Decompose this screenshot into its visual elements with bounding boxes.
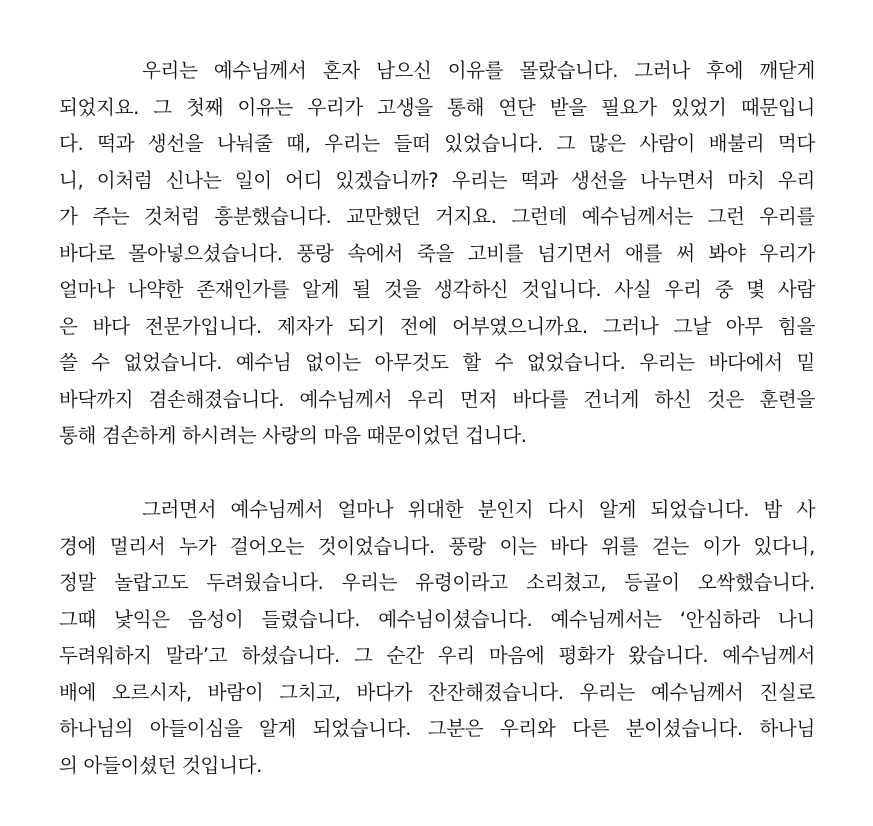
text-line: 그러면서 예수님께서 얼마나 위대한 분인지 다시 알게 되었습니다. 밤 사	[142, 498, 815, 521]
text-line: 하나님의 아들이심을 알게 되었습니다. 그분은 우리와 다른 분이셨습니다. 하나님	[59, 717, 815, 740]
text-line: 바닥까지 겸손해졌습니다. 예수님께서 우리 먼저 바다를 건너게 하신 것은 훈련을	[59, 387, 815, 411]
text-line: 의 아들이셨던 것입니다.	[59, 753, 263, 777]
text-line: 얼마나 나약한 존재인가를 알게 될 것을 생각하신 것입니다. 사실 우리 중 몇 사람	[59, 278, 815, 301]
paragraph-2	[59, 492, 815, 784]
text-line: 우리는 예수님께서 혼자 남으신 이유를 몰랐습니다. 그러나 후에 깨닫게	[142, 59, 815, 82]
text-line: 가 주는 것처럼 흥분했습니다. 교만했던 거지요. 그런데 예수님께서는 그런 우리를	[59, 205, 815, 228]
text-line: 배에 오르시자, 바람이 그치고, 바다가 잔잔해졌습니다. 우리는 예수님께서 진실로	[59, 680, 815, 704]
text-line: 은 바다 전문가입니다. 제자가 되기 전에 어부였으니까요. 그러나 그날 아무 힘을	[59, 314, 815, 338]
text-line: 쓸 수 없었습니다. 예수님 없이는 아무것도 할 수 없었습니다. 우리는 바다에서 밑	[59, 351, 815, 374]
text-line: 그때 낯익은 음성이 들렸습니다. 예수님이셨습니다. 예수님께서는 ‘안심하라 나니	[59, 607, 815, 631]
text-line: 되었지요. 그 첫째 이유는 우리가 고생을 통해 연단 받을 필요가 있었기 때문입니	[59, 95, 815, 119]
paragraph-1	[59, 53, 815, 455]
text-line: 다. 떡과 생선을 나눠줄 때, 우리는 들떠 있었습니다. 그 많은 사람이 배불리 먹다	[59, 132, 815, 155]
text-line: 니, 이처럼 신나는 일이 어디 있겠습니까? 우리는 떡과 생선을 나누면서 마치 우리	[59, 168, 815, 192]
text-line: 바다로 몰아넣으셨습니다. 풍랑 속에서 죽을 고비를 넘기면서 애를 써 봐야 우리가	[59, 241, 815, 265]
text-line: 정말 놀랍고도 두려웠습니다. 우리는 유령이라고 소리쳤고, 등골이 오싹했습니다.	[59, 571, 815, 594]
text-line: 두려워하지 말라’고 하셨습니다. 그 순간 우리 마음에 평화가 왔습니다. 예수님께서	[59, 644, 815, 667]
text-line: 통해 겸손하게 하시려는 사랑의 마음 때문이었던 겁니다.	[59, 424, 527, 447]
text-line: 경에 멀리서 누가 걸어오는 것이었습니다. 풍랑 이는 바다 위를 걷는 이가 있다니,	[59, 534, 815, 558]
